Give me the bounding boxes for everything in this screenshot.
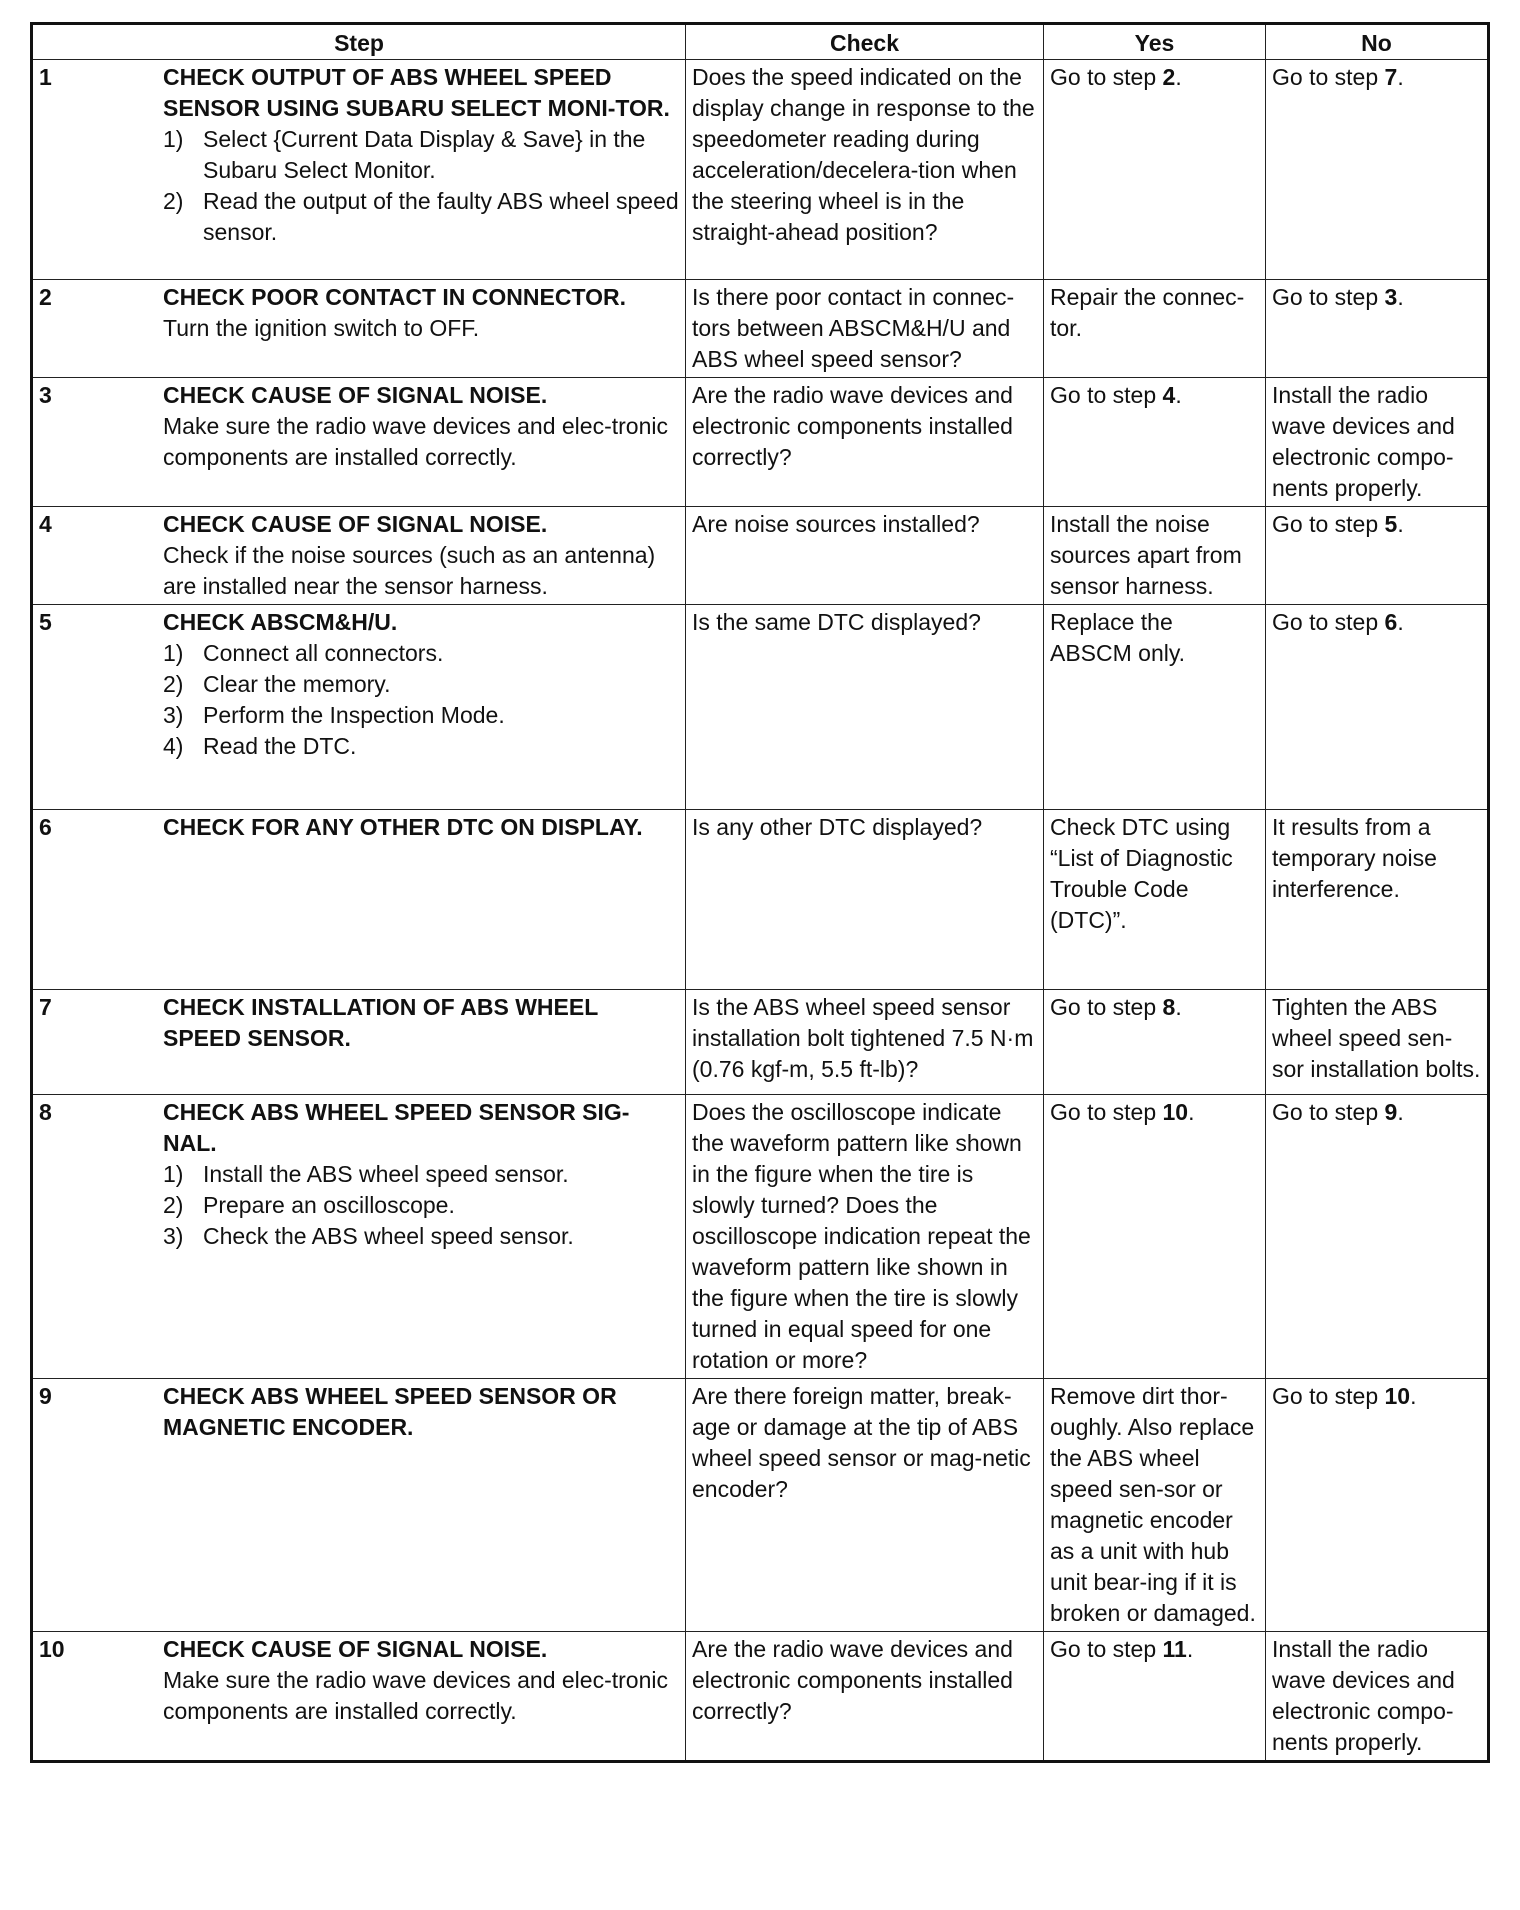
substep-text: Install the ABS wheel speed sensor. [203,1161,569,1187]
yes-cell-prefix: Go to step [1050,994,1163,1020]
no-cell [1266,1095,1489,1379]
header-row [32,24,1489,60]
header-check: Check [686,24,1044,60]
step-cell [32,810,686,990]
step-number: 7 [39,994,52,1020]
yes-cell [1044,1379,1266,1632]
no-cell-step-number: 6 [1384,609,1398,635]
no-cell [1266,605,1489,810]
step-title: CHECK CAUSE OF SIGNAL NOISE. [163,382,548,408]
no-cell-suffix: . [1397,284,1404,310]
table-row [32,605,1489,810]
substep-number: 4) [163,733,184,759]
step-title: CHECK FOR ANY OTHER DTC ON DISPLAY. [163,814,643,840]
substep-text: Read the output of the faulty ABS wheel speed sensor. [203,188,679,245]
step-title: CHECK OUTPUT OF ABS WHEEL SPEED SENSOR USING SUBARU SELECT MONI-TOR. [163,64,670,121]
no-cell [1266,507,1489,605]
no-cell [1266,810,1489,990]
step-content [163,812,679,843]
check-cell: Is the same DTC displayed? [686,605,1044,810]
step-cell [32,60,686,280]
step-content [163,1381,679,1443]
no-cell-prefix: Go to step [1272,1383,1385,1409]
yes-cell [1044,605,1266,810]
substep [163,669,679,700]
no-cell-step-number: 7 [1384,64,1398,90]
substep-text: Read the DTC. [203,733,357,759]
substep [163,186,679,248]
yes-cell [1044,990,1266,1095]
no-cell-text: It results from a temporary noise interference. [1272,814,1437,902]
table-row [32,1095,1489,1379]
step-number: 1 [39,64,52,90]
step-number: 3 [39,382,52,408]
yes-cell-suffix: . [1175,64,1182,90]
check-cell: Are the radio wave devices and electronic components installed correctly? [686,378,1044,507]
yes-cell-text: Install the noise sources apart from sensor harness. [1050,511,1242,599]
yes-cell-text: Repair the connec-tor. [1050,284,1245,341]
step-cell [32,1632,686,1762]
yes-cell-suffix: . [1186,1636,1194,1662]
yes-cell-suffix: . [1188,1099,1195,1125]
yes-cell-prefix: Go to step [1050,382,1163,408]
no-cell-step-number: 3 [1384,284,1398,310]
step-layout [39,992,679,1054]
no-cell-prefix: Go to step [1272,609,1385,635]
substep [163,731,679,762]
step-layout [39,380,679,473]
yes-cell [1044,60,1266,280]
yes-cell [1044,507,1266,605]
yes-cell-suffix: . [1175,382,1182,408]
step-number: 8 [39,1099,52,1125]
yes-cell-text: Replace the ABSCM only. [1050,609,1186,666]
step-layout [39,1634,679,1727]
no-cell [1266,60,1489,280]
step-title: CHECK INSTALLATION OF ABS WHEEL SPEED SENSOR. [163,994,598,1051]
no-cell [1266,1379,1489,1632]
step-cell [32,280,686,378]
step-layout [39,1381,679,1443]
step-content [163,509,679,602]
step-layout [39,812,679,843]
check-cell: Is there poor contact in connec-tors between ABSCM&H/U and ABS wheel speed sensor? [686,280,1044,378]
substep-text: Perform the Inspection Mode. [203,702,505,728]
yes-cell-text: Remove dirt thor-oughly. Also replace the ABS wheel speed sen-sor or magnetic encoder as a unit with hub unit bear-ing if it is broken or damaged. [1050,1383,1256,1626]
no-cell [1266,280,1489,378]
check-cell: Are there foreign matter, break-age or damage at the tip of ABS wheel speed sensor or mag-netic encoder? [686,1379,1044,1632]
step-title: CHECK CAUSE OF SIGNAL NOISE. [163,511,548,537]
check-cell: Are the radio wave devices and electronic components installed correctly? [686,1632,1044,1762]
yes-cell [1044,1632,1266,1762]
yes-cell [1044,378,1266,507]
table-row [32,810,1489,990]
no-cell [1266,990,1489,1095]
step-cell [32,378,686,507]
substep-text: Clear the memory. [203,671,391,697]
header-no: No [1266,24,1489,60]
table-body [32,60,1489,1762]
no-cell [1266,1632,1489,1762]
step-instruction: Turn the ignition switch to OFF. [163,315,480,341]
table-row [32,507,1489,605]
step-cell [32,605,686,810]
step-layout [39,282,679,344]
check-cell: Does the speed indicated on the display change in response to the speedometer reading during acceleration/decelera-tion when the steering wheel is in the straight-ahead position? [686,60,1044,280]
yes-cell-step-number: 2 [1162,64,1176,90]
step-number: 5 [39,609,52,635]
step-content [163,62,679,248]
no-cell-prefix: Go to step [1272,284,1385,310]
table-row [32,1632,1489,1762]
substep-number: 2) [163,188,184,214]
substep-text: Connect all connectors. [203,640,444,666]
substep [163,1159,679,1190]
no-cell-step-number: 10 [1384,1383,1411,1409]
yes-cell-step-number: 11 [1162,1636,1187,1662]
substep [163,1190,679,1221]
table-row [32,280,1489,378]
substep-number: 2) [163,671,184,697]
header-yes: Yes [1044,24,1266,60]
step-title: CHECK ABS WHEEL SPEED SENSOR SIG-NAL. [163,1099,630,1156]
substep-text: Select {Current Data Display & Save} in the Subaru Select Monitor. [203,126,646,183]
step-number: 10 [39,1636,65,1662]
substep-number: 1) [163,126,184,152]
no-cell-suffix: . [1397,64,1404,90]
yes-cell-step-number: 8 [1162,994,1176,1020]
step-content [163,1097,679,1252]
check-cell: Is the ABS wheel speed sensor installation bolt tightened 7.5 N·m (0.76 kgf-m, 5.5 ft-lb)? [686,990,1044,1095]
yes-cell-step-number: 4 [1162,382,1176,408]
diagnostic-page [30,22,1487,1763]
substep-number: 1) [163,640,184,666]
yes-cell-prefix: Go to step [1050,1636,1163,1662]
step-cell [32,1379,686,1632]
no-cell-suffix: . [1410,1383,1417,1409]
step-layout [39,1097,679,1252]
step-instruction: Make sure the radio wave devices and elec-tronic components are installed correctly. [163,1667,668,1724]
substep [163,700,679,731]
substep-number: 3) [163,702,184,728]
step-instruction: Check if the noise sources (such as an antenna) are installed near the sensor harness. [163,542,656,599]
yes-cell-step-number: 10 [1162,1099,1189,1125]
yes-cell-suffix: . [1175,994,1182,1020]
step-content [163,282,679,344]
no-cell-suffix: . [1397,511,1404,537]
no-cell-suffix: . [1397,609,1404,635]
table-row [32,990,1489,1095]
check-cell: Is any other DTC displayed? [686,810,1044,990]
step-layout [39,509,679,602]
step-title: CHECK CAUSE OF SIGNAL NOISE. [163,1636,548,1662]
no-cell-prefix: Go to step [1272,1099,1385,1125]
substep-number: 2) [163,1192,184,1218]
diagnostic-table [30,22,1490,1763]
substep [163,1221,679,1252]
step-title: CHECK ABS WHEEL SPEED SENSOR OR MAGNETIC ENCODER. [163,1383,617,1440]
header-step: Step [32,24,686,60]
step-instruction: Make sure the radio wave devices and elec-tronic components are installed correctly. [163,413,668,470]
step-layout [39,62,679,248]
no-cell-text: Tighten the ABS wheel speed sen-sor installation bolts. [1272,994,1481,1082]
no-cell [1266,378,1489,507]
table-row [32,378,1489,507]
no-cell-text: Install the radio wave devices and electronic compo-nents properly. [1272,1636,1455,1755]
step-content [163,1634,679,1727]
step-title: CHECK POOR CONTACT IN CONNECTOR. [163,284,626,310]
substep [163,124,679,186]
yes-cell-prefix: Go to step [1050,1099,1163,1125]
step-number: 2 [39,284,52,310]
step-number: 4 [39,511,52,537]
substep-text: Check the ABS wheel speed sensor. [203,1223,574,1249]
yes-cell-text: Check DTC using “List of Diagnostic Trouble Code (DTC)”. [1050,814,1233,933]
substep-number: 1) [163,1161,184,1187]
substep-number: 3) [163,1223,184,1249]
no-cell-suffix: . [1397,1099,1404,1125]
yes-cell-prefix: Go to step [1050,64,1163,90]
step-number: 9 [39,1383,52,1409]
step-title: CHECK ABSCM&H/U. [163,609,398,635]
yes-cell [1044,280,1266,378]
step-cell [32,990,686,1095]
check-cell: Does the oscilloscope indicate the waveform pattern like shown in the figure when the tire is slowly turned? Does the oscilloscope indication repeat the waveform pattern like shown in the figure when the tire is slowly turned in equal speed for one rotation or more? [686,1095,1044,1379]
step-cell [32,507,686,605]
no-cell-prefix: Go to step [1272,64,1385,90]
substep-text: Prepare an oscilloscope. [203,1192,455,1218]
no-cell-step-number: 5 [1384,511,1398,537]
table-row [32,60,1489,280]
substep [163,638,679,669]
check-cell: Are noise sources installed? [686,507,1044,605]
yes-cell [1044,810,1266,990]
table-row [32,1379,1489,1632]
no-cell-text: Install the radio wave devices and electronic compo-nents properly. [1272,382,1455,501]
step-cell [32,1095,686,1379]
step-number: 6 [39,814,52,840]
step-content [163,607,679,762]
step-layout [39,607,679,762]
yes-cell [1044,1095,1266,1379]
no-cell-prefix: Go to step [1272,511,1385,537]
no-cell-step-number: 9 [1384,1099,1398,1125]
step-content [163,992,679,1054]
step-content [163,380,679,473]
